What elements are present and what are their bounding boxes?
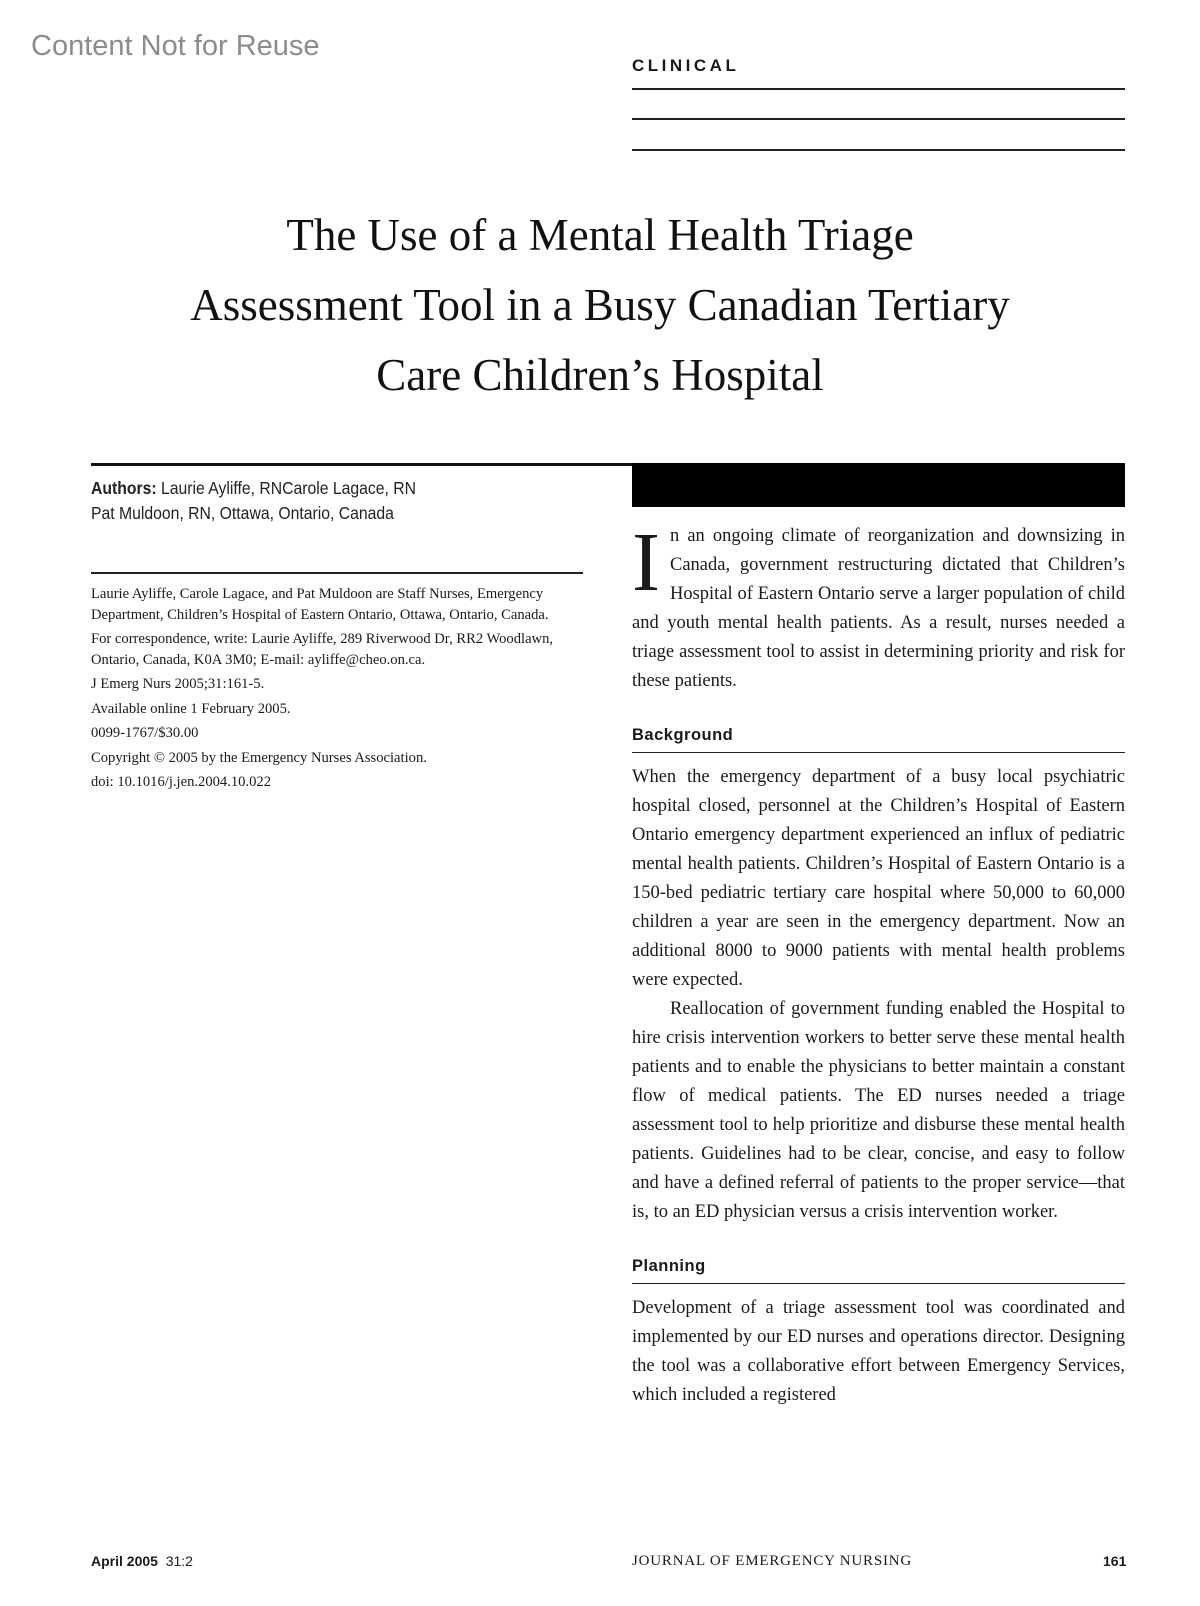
- footer-volume: 31:2: [165, 1553, 193, 1569]
- heading-planning: Planning: [632, 1255, 1125, 1284]
- section-label: CLINICAL: [632, 56, 740, 75]
- author-rule: [91, 463, 633, 466]
- affiliation-rule: [91, 572, 583, 574]
- title-line: Assessment Tool in a Busy Canadian Tertiary: [190, 280, 1010, 330]
- watermark-text: Content Not for Reuse: [31, 30, 320, 62]
- heading-background: Background: [632, 724, 1125, 753]
- background-paragraph-2: Reallocation of government funding enabled the Hospital to hire crisis intervention workers to better serve these mental health patients and to enable the physicians to better maintain a constant flow of medical patients. The ED nurses needed a triage assessment tool to help prioritize and disburse these mental health patients. Guidelines had to be clear, concise, and easy to follow and have a defined referral of patients to the proper service—that is, to an ED physician versus a crisis intervention worker.: [632, 999, 1125, 1222]
- authors-block: [91, 476, 416, 526]
- header-rule-3: [632, 149, 1125, 151]
- background-paragraph-1: When the emergency department of a busy local psychiatric hospital closed, personnel at the Children’s Hospital of Eastern Ontario emergency department experienced an influx of pediatric mental health patients. Children’s Hospital of Eastern Ontario is a 150-bed pediatric tertiary care hospital where 50,000 to 60,000 children a year are seen in the emergency department. Now an additional 8000 to 9000 patients with mental health problems were expected.: [632, 767, 1125, 990]
- footer-month: April 2005: [91, 1553, 158, 1569]
- authors-line-2: Pat Muldoon, RN, Ottawa, Ontario, Canada: [91, 503, 394, 523]
- title-line: Care Children’s Hospital: [376, 350, 824, 400]
- header-rule-1: [632, 88, 1125, 90]
- body-column: [632, 516, 1125, 1410]
- black-bar: [632, 463, 1125, 507]
- copyright: Copyright © 2005 by the Emergency Nurses Association.: [91, 749, 427, 766]
- footer-page-number: 161: [1103, 1553, 1127, 1569]
- article-title: [100, 200, 1100, 410]
- authors-line-1: Laurie Ayliffe, RNCarole Lagace, RN: [161, 478, 417, 498]
- correspondence: For correspondence, write: Laurie Ayliffe, 289 Riverwood Dr, RR2 Woodlawn, Ontario, Canada, K0A 3M0; E-mail: ayliffe@cheo.on.ca.: [91, 631, 554, 668]
- author-bio: Laurie Ayliffe, Carole Lagace, and Pat Muldoon are Staff Nurses, Emergency Department, Children’s Hospital of Eastern Ontario, Ottawa, Ontario, Canada.: [91, 586, 549, 623]
- footer-issue: [91, 1553, 193, 1569]
- header-rule-2: [632, 118, 1125, 120]
- intro-paragraph: [632, 516, 1125, 696]
- doi: doi: 10.1016/j.jen.2004.10.022: [91, 774, 271, 790]
- authors-label: Authors:: [91, 478, 157, 498]
- citation: J Emerg Nurs 2005;31:161-5.: [91, 676, 265, 692]
- available-online: Available online 1 February 2005.: [91, 700, 291, 717]
- affiliation-block: [91, 584, 591, 797]
- footer-journal: JOURNAL OF EMERGENCY NURSING: [632, 1553, 913, 1569]
- drop-cap: I: [632, 516, 660, 609]
- issn: 0099-1767/$30.00: [91, 725, 199, 741]
- title-line: The Use of a Mental Health Triage: [286, 210, 914, 260]
- intro-text: n an ongoing climate of reorganization and downsizing in Canada, government restructuring dictated that Children’s Hospital of Eastern Ontario serve a larger population of child and youth mental health patients. As a result, nurses needed a triage assessment tool to assist in determining priority and risk for these patients.: [632, 526, 1125, 691]
- planning-paragraph-1: Development of a triage assessment tool was coordinated and implemented by our ED nurses and operations director. Designing the tool was a collaborative effort between Emergency Services, which included a registered: [632, 1298, 1125, 1405]
